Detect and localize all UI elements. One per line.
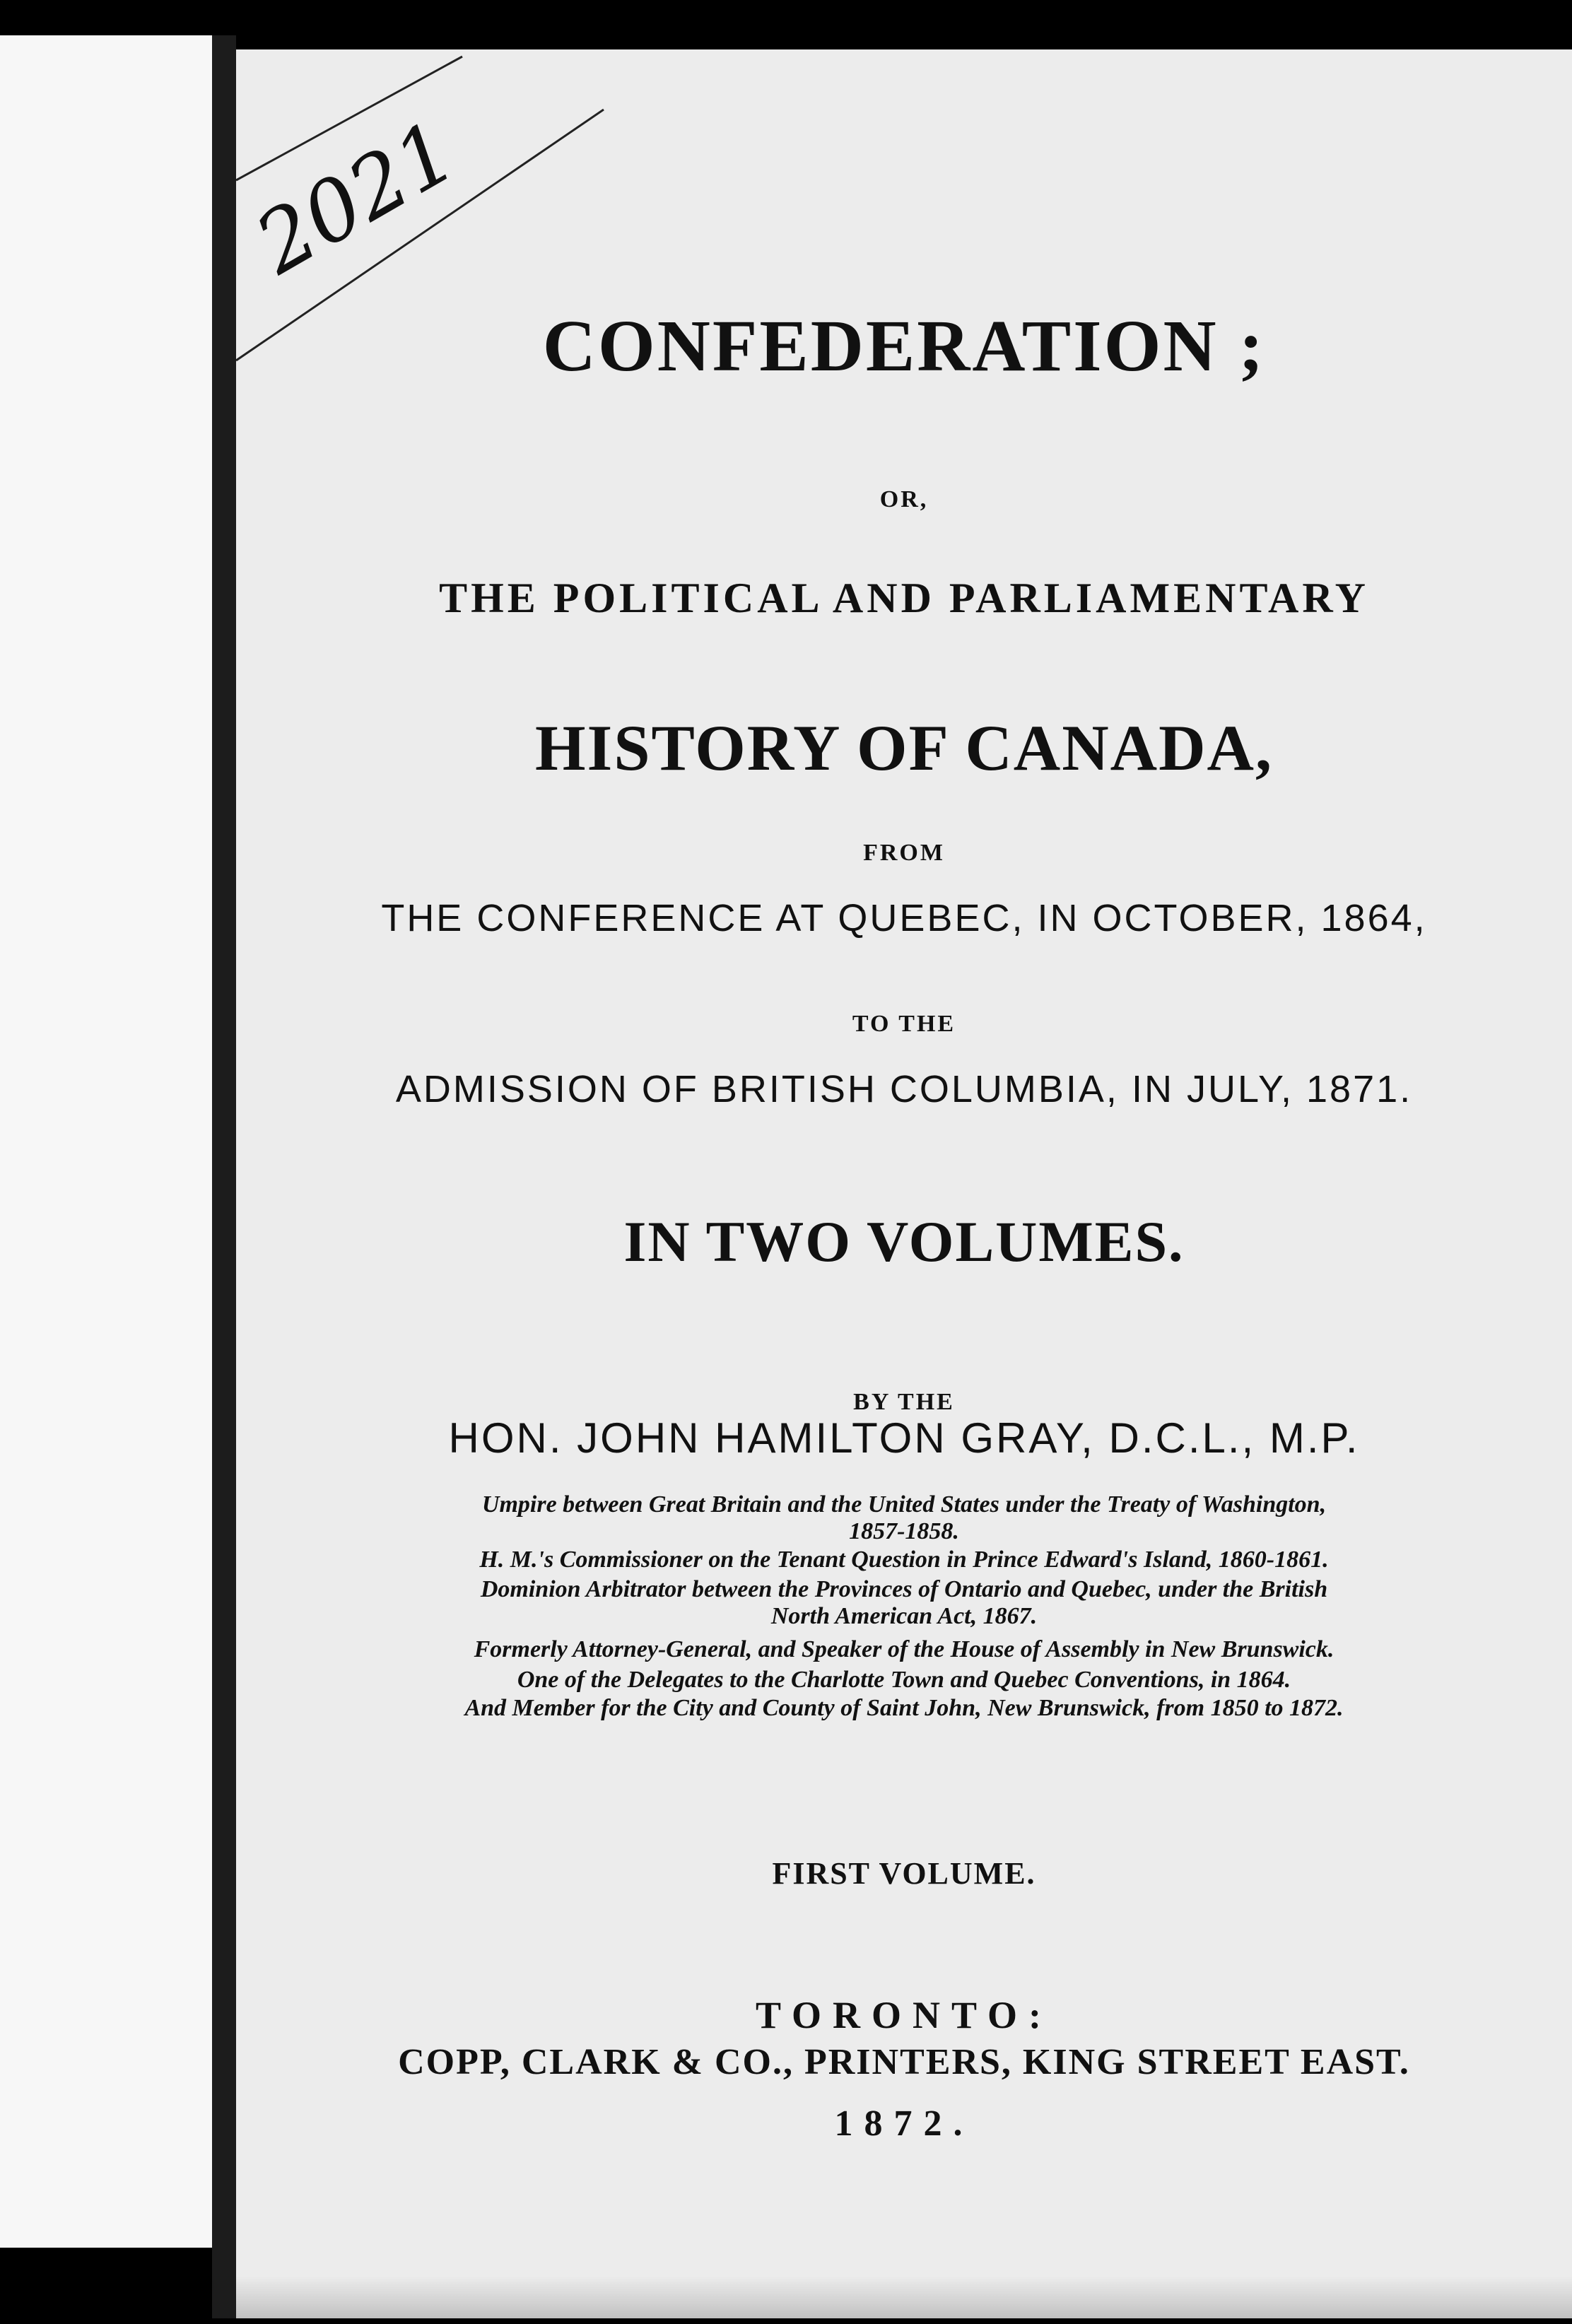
from-connector: FROM xyxy=(863,840,945,866)
credential-line: Umpire between Great Britain and the United States under the Treaty of Washington, xyxy=(481,1491,1327,1518)
or-connector: OR, xyxy=(879,486,929,512)
main-title: CONFEDERATION ; xyxy=(542,305,1266,387)
publication-year: 1872. xyxy=(834,2103,974,2144)
facing-page xyxy=(0,35,212,2248)
to-line: ADMISSION OF BRITISH COLUMBIA, IN JULY, 1871. xyxy=(395,1068,1413,1110)
publisher-city: TORONTO: xyxy=(755,1994,1053,2036)
credential-line: Dominion Arbitrator between the Provinces of Ontario and Quebec, under the British xyxy=(480,1576,1328,1602)
credential-line: One of the Delegates to the Charlotte Town and Quebec Conventions, in 1864. xyxy=(517,1667,1291,1693)
publisher-name: COPP, CLARK & CO., PRINTERS, KING STREET EAST. xyxy=(398,2042,1410,2082)
title-page xyxy=(236,49,1572,2318)
author-name: HON. JOHN HAMILTON GRAY, D.C.L., M.P. xyxy=(448,1414,1360,1462)
credential-line: North American Act, 1867. xyxy=(770,1603,1038,1629)
credential-line: Formerly Attorney-General, and Speaker of the House of Assembly in New Brunswick. xyxy=(474,1636,1335,1662)
volumes-line: IN TWO VOLUMES. xyxy=(623,1209,1185,1274)
to-the-connector: TO THE xyxy=(852,1011,956,1037)
book-gutter xyxy=(212,35,236,2318)
volume-label: FIRST VOLUME. xyxy=(772,1856,1036,1891)
credential-line: 1857-1858. xyxy=(849,1518,959,1544)
page-shadow xyxy=(236,2276,1572,2318)
credential-line: H. M.'s Commissioner on the Tenant Question in Prince Edward's Island, 1860-1861. xyxy=(479,1547,1329,1573)
subtitle-line-1: THE POLITICAL AND PARLIAMENTARY xyxy=(439,575,1369,621)
from-line: THE CONFERENCE AT QUEBEC, IN OCTOBER, 1864, xyxy=(381,897,1427,939)
subtitle-line-2: HISTORY OF CANADA, xyxy=(534,712,1273,784)
handwritten-number: 2021 xyxy=(240,102,473,293)
credential-line: And Member for the City and County of Saint John, New Brunswick, from 1850 to 1872. xyxy=(464,1695,1344,1721)
by-the-connector: BY THE xyxy=(853,1389,955,1415)
